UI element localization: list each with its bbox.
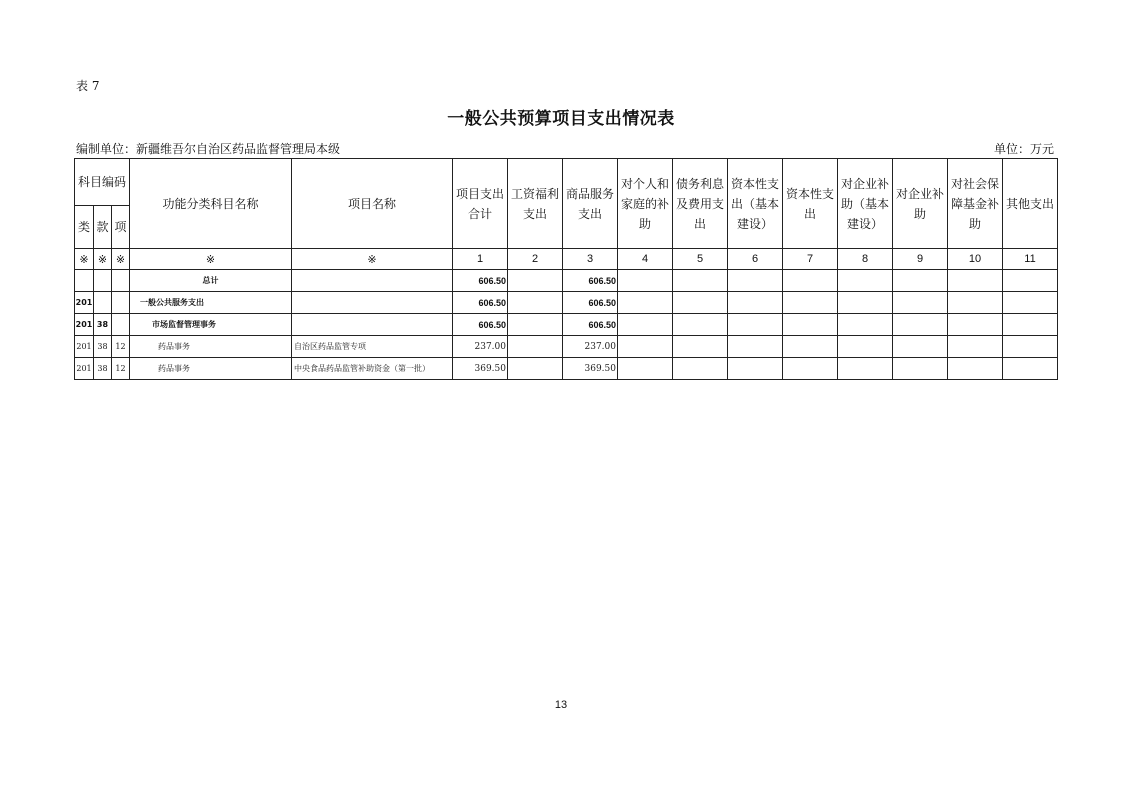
currency-unit: 单位：万元 <box>993 142 1054 156</box>
section-code: 38 <box>94 358 112 380</box>
goods-services-amount: 606.50 <box>563 270 618 292</box>
function-name: 药品事务 <box>130 336 292 358</box>
project-name <box>292 292 453 314</box>
function-name: 总计 <box>130 270 292 292</box>
section-code: 38 <box>94 314 112 336</box>
header-category: 类 <box>75 206 94 249</box>
salary-amount <box>508 270 563 292</box>
header-personal-family: 对个人和家庭的补助 <box>618 159 673 249</box>
header-debt-interest: 债务利息及费用支出 <box>673 159 728 249</box>
index-cell: 5 <box>673 249 728 270</box>
budget-table <box>74 158 1058 380</box>
item-code <box>112 292 130 314</box>
category-code: 201 <box>75 358 94 380</box>
index-cell: 2 <box>508 249 563 270</box>
salary-amount <box>508 314 563 336</box>
goods-services-amount: 369.50 <box>563 358 618 380</box>
header-function-name: 功能分类科目名称 <box>130 159 292 249</box>
table-row-total <box>75 270 1058 292</box>
category-code: 201 <box>75 314 94 336</box>
item-code: 12 <box>112 336 130 358</box>
header-item: 项 <box>112 206 130 249</box>
section-code: 38 <box>94 336 112 358</box>
total-amount: 237.00 <box>453 336 508 358</box>
item-code <box>112 314 130 336</box>
table-row <box>75 314 1058 336</box>
compiling-unit: 编制单位：新疆维吾尔自治区药品监督管理局本级 <box>76 142 341 156</box>
salary-amount <box>508 292 563 314</box>
goods-services-amount: 237.00 <box>563 336 618 358</box>
page-number: 13 <box>554 699 568 711</box>
index-cell: ※ <box>292 249 453 270</box>
goods-services-amount: 606.50 <box>563 314 618 336</box>
total-amount: 606.50 <box>453 270 508 292</box>
table-row <box>75 336 1058 358</box>
header-other: 其他支出 <box>1003 159 1058 249</box>
header-subject-code: 科目编码 <box>75 159 130 206</box>
table-row <box>75 358 1058 380</box>
header-capital-basic: 资本性支出（基本建设） <box>728 159 783 249</box>
index-cell: 6 <box>728 249 783 270</box>
header-salary: 工资福利支出 <box>508 159 563 249</box>
section-code <box>94 270 112 292</box>
index-cell: 4 <box>618 249 673 270</box>
header-enterprise-basic: 对企业补助（基本建设） <box>838 159 893 249</box>
index-cell: 8 <box>838 249 893 270</box>
index-cell: ※ <box>130 249 292 270</box>
function-name: 一般公共服务支出 <box>130 292 292 314</box>
header-section: 款 <box>94 206 112 249</box>
goods-services-amount: 606.50 <box>563 292 618 314</box>
section-code <box>94 292 112 314</box>
project-name <box>292 270 453 292</box>
index-cell: ※ <box>94 249 112 270</box>
total-amount: 369.50 <box>453 358 508 380</box>
document-title: 一般公共预算项目支出情况表 <box>447 109 675 129</box>
item-code: 12 <box>112 358 130 380</box>
header-row-1 <box>75 159 1058 206</box>
header-goods-services: 商品服务支出 <box>563 159 618 249</box>
index-cell: ※ <box>75 249 94 270</box>
header-enterprise: 对企业补助 <box>893 159 948 249</box>
index-cell: ※ <box>112 249 130 270</box>
category-code <box>75 270 94 292</box>
salary-amount <box>508 336 563 358</box>
item-code <box>112 270 130 292</box>
project-name: 自治区药品监管专项 <box>292 336 453 358</box>
project-name: 中央食品药品监管补助资金（第一批） <box>292 358 453 380</box>
header-total: 项目支出合计 <box>453 159 508 249</box>
function-name: 药品事务 <box>130 358 292 380</box>
total-amount: 606.50 <box>453 314 508 336</box>
function-name: 市场监督管理事务 <box>130 314 292 336</box>
total-amount: 606.50 <box>453 292 508 314</box>
index-cell: 1 <box>453 249 508 270</box>
project-name <box>292 314 453 336</box>
index-cell: 11 <box>1003 249 1058 270</box>
table-number-label: 表 7 <box>76 79 100 93</box>
category-code: 201 <box>75 292 94 314</box>
table-row <box>75 292 1058 314</box>
header-capital: 资本性支出 <box>783 159 838 249</box>
index-row <box>75 249 1058 270</box>
header-project-name: 项目名称 <box>292 159 453 249</box>
index-cell: 9 <box>893 249 948 270</box>
index-cell: 3 <box>563 249 618 270</box>
header-social-security: 对社会保障基金补助 <box>948 159 1003 249</box>
salary-amount <box>508 358 563 380</box>
index-cell: 7 <box>783 249 838 270</box>
index-cell: 10 <box>948 249 1003 270</box>
category-code: 201 <box>75 336 94 358</box>
